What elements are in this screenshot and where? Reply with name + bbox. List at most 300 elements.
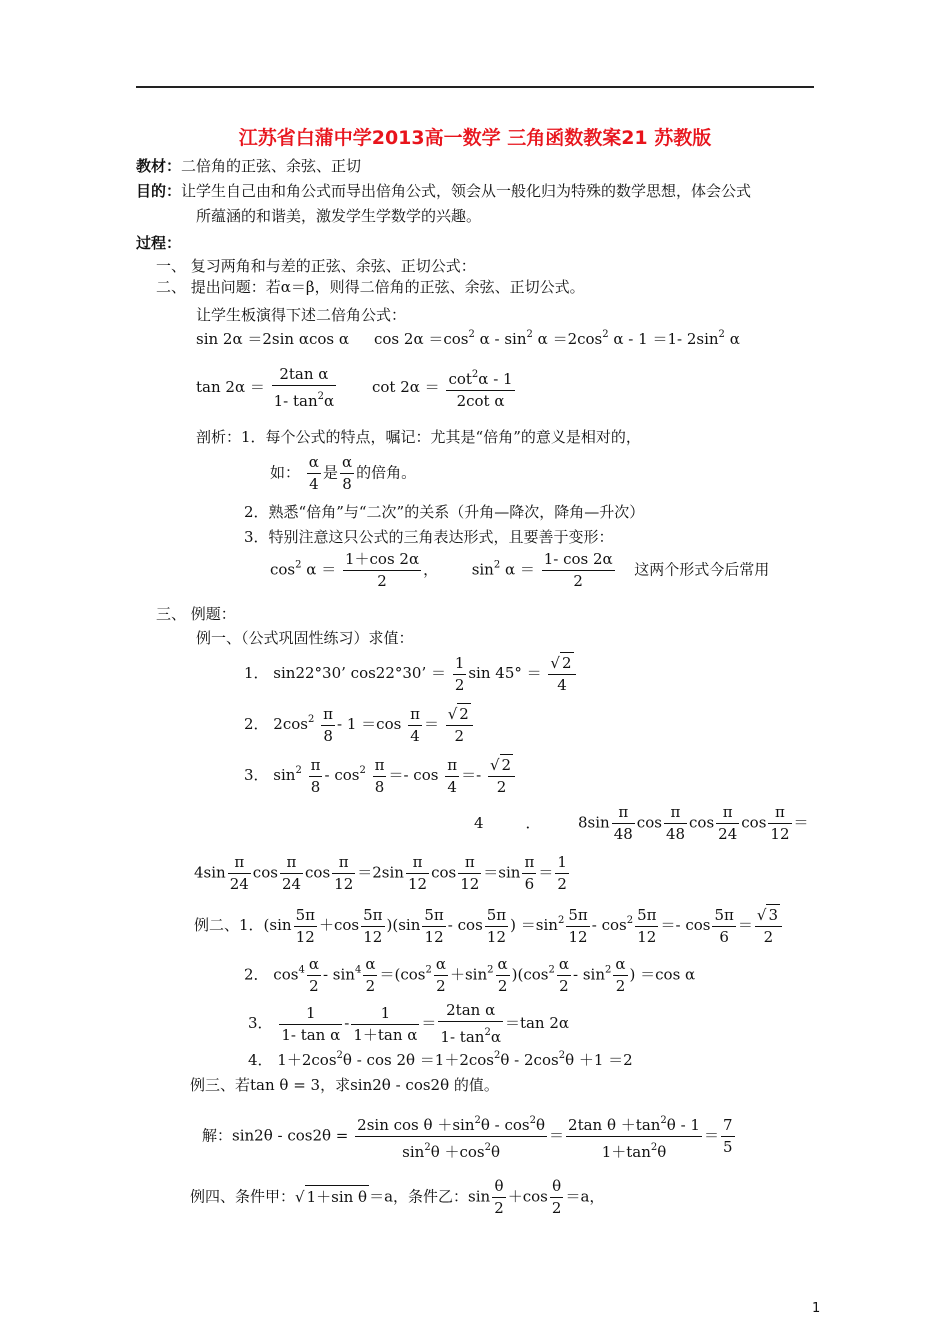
formula-text: α ＝ bbox=[505, 560, 535, 579]
fraction bbox=[548, 652, 575, 696]
numerator: 7 bbox=[721, 1115, 735, 1137]
numerator: π bbox=[522, 852, 536, 874]
analysis-1-example bbox=[270, 452, 416, 495]
formula-text: α - 1 bbox=[478, 370, 513, 388]
formula-text: - cos bbox=[324, 766, 360, 784]
formula-text: 1． sin22°30’ cos22°30’ ＝ bbox=[244, 664, 447, 682]
fraction bbox=[458, 852, 481, 895]
fraction bbox=[522, 852, 536, 895]
numerator: π bbox=[332, 852, 355, 874]
numerator: 5π bbox=[422, 905, 445, 927]
formula-text: sin bbox=[468, 1187, 491, 1206]
denominator: 2 bbox=[494, 1199, 504, 1217]
superscript: 2 bbox=[548, 964, 555, 976]
formula-text: 4． 1＋2cos bbox=[248, 1051, 337, 1069]
formula-text: 1- tan bbox=[273, 392, 318, 410]
formula-text: ， bbox=[423, 560, 439, 579]
analysis-1: 剖析：1．每个公式的特点，嘱记：尤其是“倍角”的意义是相对的， bbox=[196, 428, 641, 446]
formula-text: α bbox=[490, 1028, 501, 1046]
formula-text: ＝ bbox=[737, 916, 753, 934]
denominator: 8 bbox=[374, 777, 385, 796]
superscript: 2 bbox=[558, 1050, 566, 1061]
fraction bbox=[321, 704, 335, 747]
goal-label: 目的： bbox=[136, 182, 182, 200]
numerator bbox=[355, 1110, 547, 1137]
numerator: π bbox=[406, 852, 429, 874]
denominator: 2 bbox=[557, 875, 567, 893]
example-4-head bbox=[190, 1176, 604, 1219]
section-2 bbox=[156, 276, 585, 297]
superscript: 2 bbox=[526, 329, 533, 340]
numerator: 1 bbox=[351, 1003, 419, 1025]
formula-sin2a: sin 2α ＝2sin αcos α bbox=[196, 330, 349, 348]
fraction bbox=[550, 1176, 564, 1219]
denominator: 2 bbox=[763, 928, 774, 946]
formula-text: 例四、条件甲： bbox=[190, 1187, 296, 1206]
denominator bbox=[272, 386, 337, 412]
formula-text: 1＋tan bbox=[601, 1143, 651, 1161]
fraction bbox=[555, 852, 569, 895]
formula-text: sin bbox=[471, 560, 494, 579]
denominator: 2 bbox=[496, 778, 507, 796]
formula-text: ＝ bbox=[423, 715, 439, 733]
formula-text: ＋cos bbox=[318, 916, 360, 934]
denominator: 4 bbox=[557, 676, 567, 694]
formula-text: ，条件乙： bbox=[393, 1187, 469, 1206]
page-number: 1 bbox=[812, 1301, 821, 1316]
example-2-item-2 bbox=[244, 954, 695, 997]
fraction bbox=[406, 852, 429, 895]
formula-text: θ bbox=[536, 1116, 546, 1134]
numerator: 5π bbox=[294, 905, 317, 927]
denominator: 2 bbox=[365, 977, 376, 995]
denominator: 8 bbox=[342, 475, 352, 493]
fraction bbox=[755, 904, 782, 948]
example-text: 的倍角。 bbox=[356, 463, 417, 482]
denominator: 2 bbox=[559, 977, 569, 995]
denominator: 24 bbox=[281, 875, 302, 893]
formula-text: ＋cos bbox=[507, 1187, 548, 1206]
radicand: 2 bbox=[459, 705, 469, 723]
formula-text: ＝ bbox=[538, 863, 554, 882]
numerator: 1- cos 2α bbox=[542, 549, 615, 571]
numerator: √ 3 bbox=[755, 904, 782, 927]
formula-text: 2tan θ ＋tan bbox=[568, 1116, 661, 1134]
denominator: 2 bbox=[309, 977, 319, 995]
formula-text: 3． bbox=[248, 1014, 273, 1032]
numerator: π bbox=[716, 802, 739, 824]
superscript: 2 bbox=[484, 1142, 491, 1153]
formula-text: θ - 2cos bbox=[500, 1051, 559, 1069]
fraction bbox=[434, 954, 448, 997]
fraction bbox=[355, 1110, 547, 1163]
numerator bbox=[446, 364, 514, 391]
denominator: 4 bbox=[447, 777, 457, 796]
formula-text: ＝tan 2α bbox=[504, 1014, 570, 1032]
fraction bbox=[716, 802, 739, 845]
radicand: 3 bbox=[768, 906, 778, 924]
formula-cos2a bbox=[374, 328, 740, 349]
superscript: 2 bbox=[605, 964, 612, 976]
denominator: 12 bbox=[363, 927, 383, 946]
fraction bbox=[228, 852, 251, 895]
numerator: π bbox=[458, 852, 481, 874]
goal-line bbox=[136, 180, 751, 201]
numerator: θ bbox=[492, 1176, 506, 1198]
example-3-solution: 解：sin2θ - cos2θ = $\frac{2\sin \cos \theta +\sin^2\theta - \cos^2\theta}{\sin^2\theta +\cos^2\theta}$ ＝ $\frac{2\tan \theta +\tan^2\theta - 1}{1+\tan^2\theta}$ ＝ $\frac{7}{5}$ bbox=[202, 1110, 737, 1163]
formula-text: 2． cos bbox=[244, 965, 299, 984]
denominator: 12 bbox=[424, 927, 444, 946]
denominator: 4 bbox=[410, 726, 420, 745]
numerator: α bbox=[496, 954, 510, 976]
formula-text: - sin bbox=[322, 965, 355, 984]
example-text: 是 bbox=[322, 463, 338, 482]
superscript: 2 bbox=[424, 1142, 431, 1153]
denominator: 2 bbox=[454, 727, 465, 745]
denominator: 12 bbox=[568, 927, 588, 946]
denominator: 2 bbox=[436, 977, 446, 995]
numerator: π bbox=[445, 755, 459, 777]
process-label: 过程： bbox=[136, 234, 182, 252]
section-2-cond: α＝β bbox=[280, 278, 315, 296]
formula-text: ) ＝cos α bbox=[629, 965, 696, 984]
numerator: θ bbox=[550, 1176, 564, 1198]
fraction bbox=[332, 852, 355, 895]
fraction bbox=[309, 755, 323, 798]
board-line: 让学生板演得下述二倍角公式： bbox=[196, 306, 407, 324]
radicand: 2 bbox=[561, 654, 572, 672]
numerator: π bbox=[768, 802, 791, 824]
formula-text: cos 2α ＝cos bbox=[374, 330, 469, 348]
superscript: 2 bbox=[718, 329, 725, 340]
denominator: 12 bbox=[637, 927, 657, 946]
numerator: π bbox=[408, 704, 422, 726]
formula-text: 2． 2cos bbox=[244, 715, 308, 733]
numerator: 5π bbox=[712, 905, 735, 927]
formula-text: sin bbox=[402, 1143, 425, 1161]
numerator: 5π bbox=[635, 905, 658, 927]
fraction bbox=[496, 954, 510, 997]
formula-text: sin 45° ＝ bbox=[468, 664, 542, 682]
denominator: 4 bbox=[309, 475, 319, 493]
numerator: α bbox=[613, 954, 627, 976]
sqrt-expression: √ 1＋sin θ bbox=[295, 1188, 369, 1206]
denominator: 5 bbox=[723, 1138, 733, 1156]
fraction bbox=[557, 954, 571, 997]
fraction bbox=[768, 802, 791, 845]
formula-text: ＝- bbox=[461, 766, 482, 784]
example-1-head: 例一、（公式巩固性练习）求值： bbox=[196, 629, 414, 647]
fraction bbox=[445, 755, 459, 798]
denominator: 2cot α bbox=[456, 392, 505, 410]
denominator: 2 bbox=[377, 572, 387, 590]
fraction bbox=[363, 954, 377, 997]
formula-text: α ＝ bbox=[306, 560, 337, 579]
denominator bbox=[566, 1137, 702, 1163]
fraction bbox=[438, 1000, 503, 1048]
formula-text: ＋sin bbox=[449, 965, 488, 984]
superscript: 4 bbox=[354, 964, 362, 976]
example-1-item-1 bbox=[244, 652, 578, 696]
formula-text: θ bbox=[491, 1143, 501, 1161]
numerator: 2tan α bbox=[272, 364, 337, 386]
denominator: 12 bbox=[295, 927, 315, 946]
numerator: α bbox=[557, 954, 571, 976]
denominator: 8 bbox=[310, 777, 321, 796]
formula-text: cos bbox=[305, 863, 331, 882]
formula-text: ＝- cos bbox=[660, 916, 711, 934]
numerator: 5π bbox=[485, 905, 508, 927]
header-rule bbox=[136, 86, 814, 88]
denominator: 12 bbox=[486, 927, 507, 946]
numerator: π bbox=[373, 755, 387, 777]
example-1-item-4 bbox=[578, 802, 809, 845]
formula-text: ＝- cos bbox=[388, 766, 439, 784]
formula-text: cos bbox=[636, 813, 662, 832]
fraction bbox=[422, 905, 445, 948]
formula-text: - bbox=[344, 1014, 350, 1032]
formula-text: ＝a， bbox=[565, 1187, 605, 1206]
denominator: 12 bbox=[334, 875, 354, 893]
superscript: 2 bbox=[317, 391, 325, 402]
fraction bbox=[721, 1115, 735, 1158]
fraction bbox=[488, 754, 515, 798]
formula-text: α - sin bbox=[479, 330, 527, 348]
example-2-item-4 bbox=[248, 1049, 633, 1070]
formula-text: - cos bbox=[447, 916, 483, 934]
fraction bbox=[612, 802, 635, 845]
denominator bbox=[438, 1022, 503, 1048]
fraction bbox=[664, 802, 687, 845]
numerator: 1 bbox=[555, 852, 569, 874]
superscript: 2 bbox=[493, 559, 501, 571]
formula-note: 这两个形式今后常用 bbox=[634, 560, 770, 579]
fraction bbox=[361, 905, 384, 948]
formula-text: ) ＝sin bbox=[510, 916, 558, 934]
section-2-text: 二、 提出问题：若 bbox=[156, 278, 281, 296]
superscript: 2 bbox=[425, 964, 432, 976]
half-angle-formulas bbox=[270, 549, 769, 592]
denominator: 6 bbox=[524, 875, 535, 893]
analysis-3: 3．特别注意这只公式的三角表达形式，且要善于变形： bbox=[244, 528, 614, 546]
formula-text: α bbox=[324, 392, 335, 410]
superscript: 2 bbox=[308, 714, 315, 725]
denominator: 1＋tan α bbox=[353, 1025, 418, 1044]
formula-text: 解：sin2θ - cos2θ = bbox=[202, 1126, 349, 1145]
numerator: √ 2 bbox=[446, 703, 473, 726]
formula-text: cos bbox=[431, 863, 457, 882]
goal-text-1: 让学生自己由和角公式而导出倍角公式，领会从一般化归为特殊的数学思想，体会公式 bbox=[181, 182, 752, 200]
denominator: 2 bbox=[551, 1199, 562, 1217]
material-label: 教材： bbox=[136, 157, 182, 175]
formula-text: cot 2α ＝ bbox=[372, 378, 440, 396]
superscript: 2 bbox=[295, 559, 302, 571]
page-title: 江苏省白蒲中学2013高一数学 三角函数教案21 苏教版 bbox=[238, 127, 712, 149]
formula-text: )(sin bbox=[386, 916, 421, 934]
denominator: 1- tan α bbox=[281, 1025, 341, 1044]
denominator: 48 bbox=[613, 825, 633, 843]
formula-text: 1- tan bbox=[440, 1028, 485, 1046]
formula-text: θ ＋cos bbox=[430, 1143, 485, 1161]
section-3: 三、 例题： bbox=[156, 605, 236, 623]
fraction bbox=[272, 364, 337, 412]
denominator: 24 bbox=[229, 875, 249, 893]
formula-text: ＝ bbox=[793, 813, 809, 832]
fraction bbox=[307, 452, 321, 495]
example-2-item-3 bbox=[248, 1000, 569, 1048]
formula-cot2a bbox=[372, 364, 517, 412]
superscript: 2 bbox=[626, 915, 634, 926]
formula-text: 例二、1． bbox=[194, 916, 264, 934]
formula-text: cot bbox=[448, 370, 472, 388]
numerator: π bbox=[664, 802, 687, 824]
section-1: 一、 复习两角和与差的正弦、余弦、正切公式： bbox=[156, 257, 476, 275]
fraction bbox=[453, 653, 467, 696]
denominator: 8 bbox=[323, 726, 333, 745]
fraction bbox=[635, 905, 658, 948]
fraction bbox=[294, 905, 317, 948]
superscript: 2 bbox=[487, 964, 494, 976]
fraction bbox=[408, 704, 422, 747]
numerator: √ 2 bbox=[488, 754, 515, 777]
superscript: 2 bbox=[529, 1115, 536, 1126]
formula-text: ＝sin bbox=[483, 863, 521, 882]
fraction bbox=[566, 1110, 702, 1163]
fraction bbox=[446, 703, 473, 747]
formula-text: θ ＋1 ＝2 bbox=[565, 1051, 633, 1069]
formula-text: α - 1 ＝1- 2sin bbox=[613, 330, 719, 348]
fraction bbox=[712, 905, 735, 948]
denominator: 48 bbox=[665, 825, 686, 843]
numerator: 1 bbox=[453, 653, 467, 675]
superscript: 2 bbox=[474, 1115, 481, 1126]
formula-text: )(cos bbox=[511, 965, 549, 984]
denominator: 2 bbox=[615, 977, 626, 995]
example-1-item-3 bbox=[244, 754, 517, 798]
example-1-item-4-number bbox=[474, 812, 541, 833]
superscript: 2 bbox=[484, 1027, 491, 1038]
superscript: 2 bbox=[336, 1050, 343, 1061]
formula-text: θ - 1 bbox=[666, 1116, 700, 1134]
analysis-2: 2．熟悉“倍角”与“二次”的关系（升角—降次，降角—升次） bbox=[244, 503, 645, 521]
superscript: 2 bbox=[602, 329, 609, 340]
material-text: 二倍角的正弦、余弦、正切 bbox=[181, 157, 362, 175]
fraction bbox=[280, 852, 303, 895]
material-line bbox=[136, 155, 361, 176]
denominator: 12 bbox=[770, 825, 790, 843]
formula-text: 4sin bbox=[194, 863, 226, 882]
superscript: 4 bbox=[298, 964, 305, 976]
formula-text: ＝a bbox=[369, 1187, 394, 1206]
section-2-tail: ，则得二倍角的正弦、余弦、正切公式。 bbox=[314, 278, 585, 296]
fraction bbox=[485, 905, 508, 948]
numerator: α bbox=[434, 954, 448, 976]
denominator: 24 bbox=[718, 825, 738, 843]
formula-text: (sin bbox=[263, 916, 292, 934]
formula-text: cos bbox=[270, 560, 296, 579]
goal-line-2: 所蕴涵的和谐美，激发学生学数学的兴趣。 bbox=[196, 207, 482, 225]
formula-text: α ＝2cos bbox=[537, 330, 603, 348]
numerator: α bbox=[307, 452, 321, 474]
formula-text: ＝ bbox=[421, 1014, 437, 1032]
denominator bbox=[355, 1137, 547, 1163]
superscript: 2 bbox=[557, 915, 565, 926]
denominator: 2 bbox=[454, 675, 465, 694]
example-1-item-4-continued bbox=[194, 852, 571, 895]
numerator: 5π bbox=[566, 905, 589, 927]
denominator: 6 bbox=[719, 927, 729, 946]
formula-text: 8sin bbox=[578, 813, 610, 832]
example-3-head: 例三、若tan θ = 3，求sin2θ - cos2θ 的值。 bbox=[190, 1076, 499, 1094]
formula-text: tan 2α ＝ bbox=[196, 378, 265, 396]
numerator: π bbox=[228, 852, 251, 874]
superscript: 2 bbox=[494, 1050, 501, 1061]
formula-text: ＝2sin bbox=[357, 863, 404, 882]
superscript: 2 bbox=[295, 765, 302, 776]
example-1-item-2 bbox=[244, 703, 475, 747]
formula-text: cos bbox=[689, 813, 715, 832]
example-2-item-1 bbox=[194, 904, 784, 948]
numerator: α bbox=[307, 954, 321, 976]
superscript: 2 bbox=[660, 1115, 667, 1126]
denominator: 12 bbox=[460, 875, 480, 893]
formula-text: 4 bbox=[474, 814, 484, 832]
numerator: π bbox=[309, 755, 323, 777]
formula-text: 2sin cos θ ＋sin bbox=[357, 1116, 475, 1134]
formula-text: α bbox=[729, 330, 740, 348]
formula-text: - 1 ＝cos bbox=[337, 715, 402, 733]
fraction bbox=[279, 1003, 342, 1046]
fraction bbox=[351, 1003, 419, 1046]
formula-text: θ - cos 2θ ＝1＋2cos bbox=[342, 1051, 494, 1069]
fraction bbox=[613, 954, 627, 997]
formula-text: cos bbox=[741, 813, 767, 832]
superscript: 2 bbox=[359, 765, 366, 776]
superscript: 2 bbox=[650, 1142, 658, 1153]
denominator: 12 bbox=[407, 875, 428, 893]
numerator bbox=[566, 1110, 702, 1137]
fraction bbox=[492, 1176, 506, 1219]
formula-text: ． bbox=[525, 814, 541, 832]
denominator: 2 bbox=[497, 977, 508, 995]
fraction bbox=[373, 755, 387, 798]
fraction bbox=[343, 549, 421, 592]
denominator: 2 bbox=[573, 572, 583, 590]
fraction bbox=[566, 905, 589, 948]
formula-tan2a bbox=[196, 364, 338, 412]
superscript: 2 bbox=[468, 329, 475, 340]
formula-text: - cos bbox=[591, 916, 627, 934]
fraction bbox=[446, 364, 514, 412]
numerator: π bbox=[280, 852, 303, 874]
numerator: 2tan α bbox=[438, 1000, 503, 1022]
numerator: 1＋cos 2α bbox=[343, 549, 421, 571]
numerator: 5π bbox=[361, 905, 384, 927]
fraction bbox=[542, 549, 615, 592]
example-text: 如： bbox=[270, 463, 301, 482]
formula-text: θ - cos bbox=[480, 1116, 530, 1134]
radicand: 2 bbox=[501, 756, 512, 774]
superscript: 2 bbox=[471, 369, 479, 380]
formula-text: ＝(cos bbox=[379, 965, 426, 984]
numerator: α bbox=[340, 452, 354, 474]
radicand: 1＋sin θ bbox=[305, 1185, 370, 1207]
numerator: π bbox=[321, 704, 335, 726]
fraction bbox=[307, 954, 321, 997]
numerator: 1 bbox=[279, 1003, 342, 1025]
formula-text: 3． sin bbox=[244, 766, 296, 784]
numerator: α bbox=[363, 954, 377, 976]
